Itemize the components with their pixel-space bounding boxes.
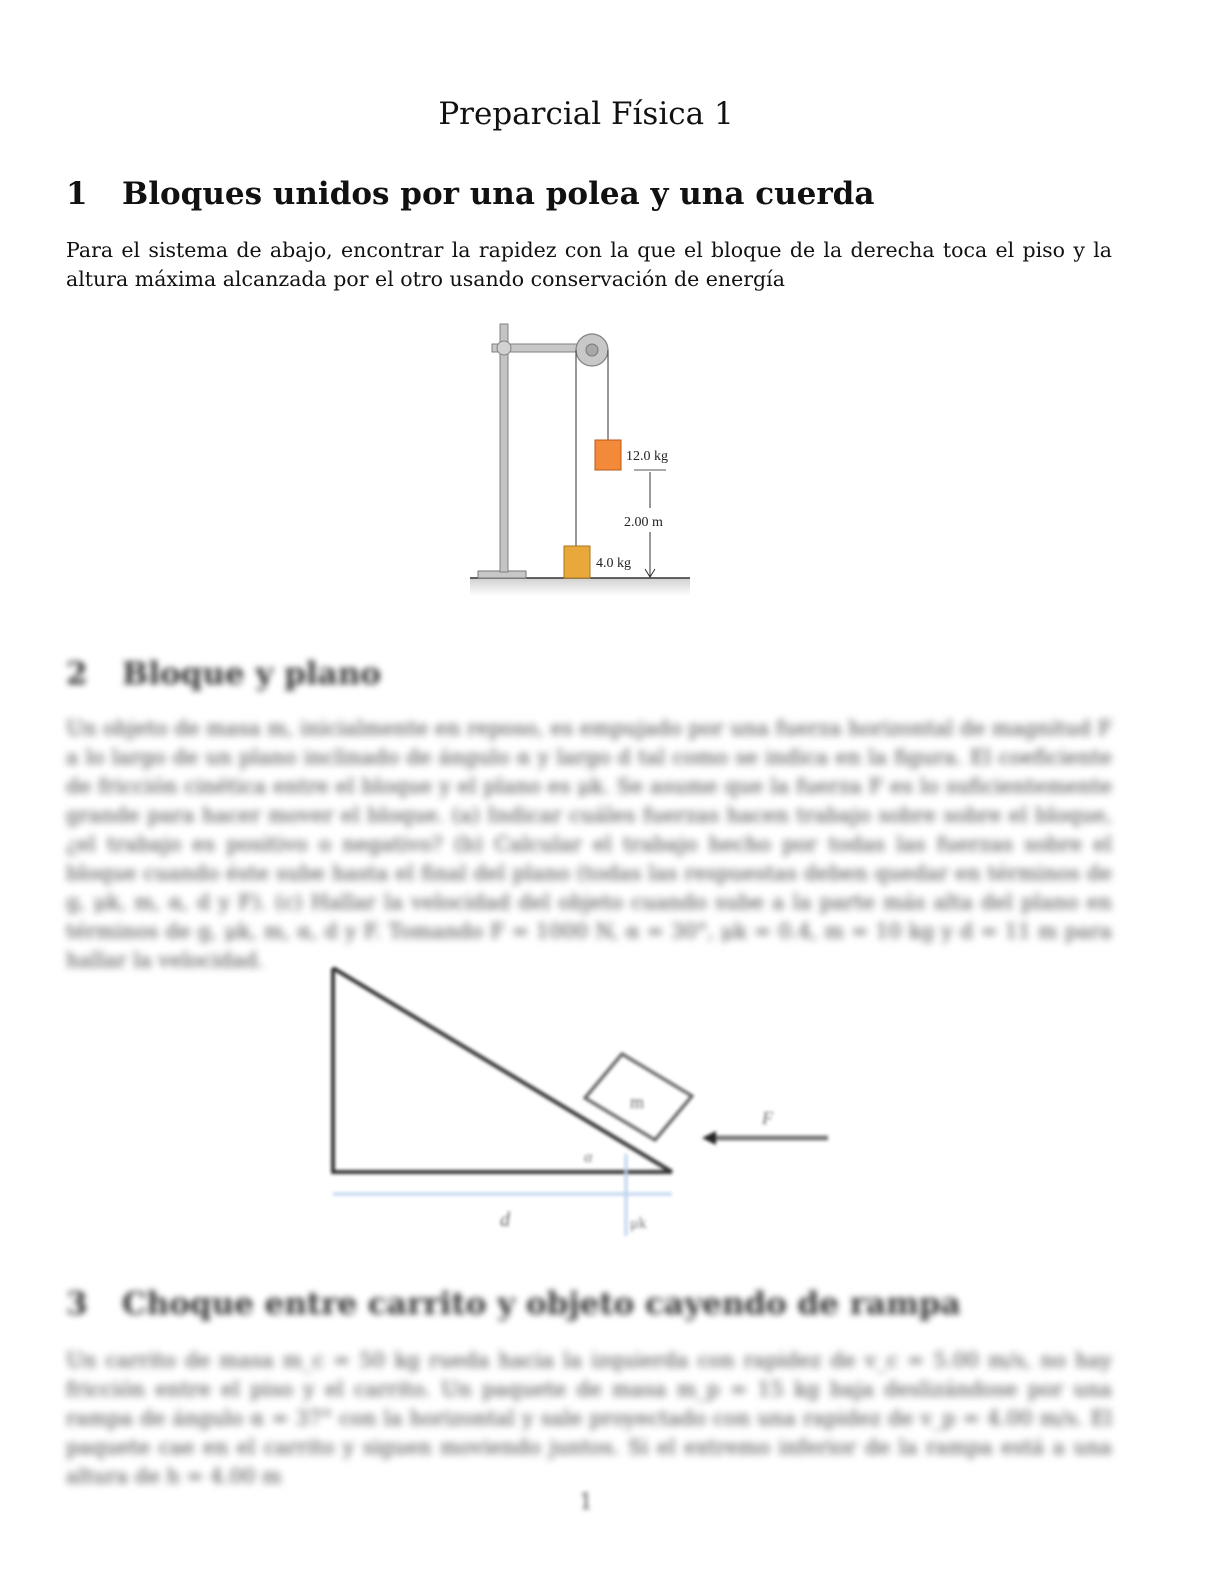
upper-block [595,440,621,470]
section-1-number: 1 [66,176,88,212]
lower-mass-label: 4.0 kg [596,556,631,571]
section-2-title: Bloque y plano [122,656,381,692]
force-label: F [762,1108,773,1128]
page-number: 1 [579,1490,593,1515]
section-3-title: Choque entre carrito y objeto cayendo de rampa [122,1286,961,1322]
pulley-figure [466,318,692,598]
incline-figure [320,958,840,1248]
section-2-text: Un objeto de masa m, inicialmente en reposo, es empujado por una fuerza horizontal de magnitud F a lo largo de un plano inclinado de ángulo α y largo d tal como se indica en la figura. El coeficiente de fricción cinética entre el bloque y el plano es μk. Se asume que la fuerza F es lo suficientemente grande para hacer mover el bloque. (a) Indicar cuáles fuerzas hacen trabajo sobre sobre el bloque, ¿el trabajo es positivo o negativo? (b) Calcular el trabajo hecho por todas las fuerzas sobre el bloque cuando éste sube hasta el final del plano (todas las respuestas deben quedar en términos de g, μk, m, α, d y F). (c) Hallar la velocidad del objeto cuando sube a la parte más alta del plano en términos de g, μk, m, α, d y F. Tomando F = 1000 N, α = 30°, μk = 0.4, m = 10 kg y d = 11 m para hallar la velocidad. [66,716,1112,972]
floor-shadow [470,578,690,596]
length-label: d [500,1209,510,1231]
upper-mass-label: 12.0 kg [626,449,668,464]
block-mass-label: m [630,1092,645,1112]
section-1-title: Bloques unidos por una polea y una cuerda [122,176,875,212]
section-2-number: 2 [66,656,88,692]
mu-label: μk [630,1215,647,1232]
distance-label: 2.00 m [624,515,663,530]
section-1-text: Para el sistema de abajo, encontrar la rapidez con la que el bloque de la derecha toca el piso y la altura máxima alcanzada por el otro usando conservación de energía [66,238,1112,291]
section-2-heading [66,656,381,692]
section-3-number: 3 [66,1286,88,1322]
section-3-heading [66,1286,961,1322]
clamp-icon [497,341,511,355]
stand-pole [500,324,508,572]
lower-block [564,546,590,578]
pulley-axle-icon [586,344,598,356]
arrow-left-icon [702,1131,716,1145]
document-title: Preparcial Física 1 [438,96,734,132]
angle-label: α [584,1149,593,1166]
section-1-heading [66,176,874,212]
section-3-text: Un carrito de masa m_c = 50 kg rueda hacia la izquierda con rapidez de v_c = 5.00 m/s, no hay fricción entre el piso y el carrito. Un paquete de masa m_p = 15 kg baja deslizándose por una rampa de ángulo α = 37° con la horizontal y sale proyectado con una rapidez de v_p = 4.00 m/s. El paquete cae en el carrito y siguen moviendo juntos. Si el extremo inferior de la rampa está a una altura de h = 4.00 m [66,1348,1112,1488]
